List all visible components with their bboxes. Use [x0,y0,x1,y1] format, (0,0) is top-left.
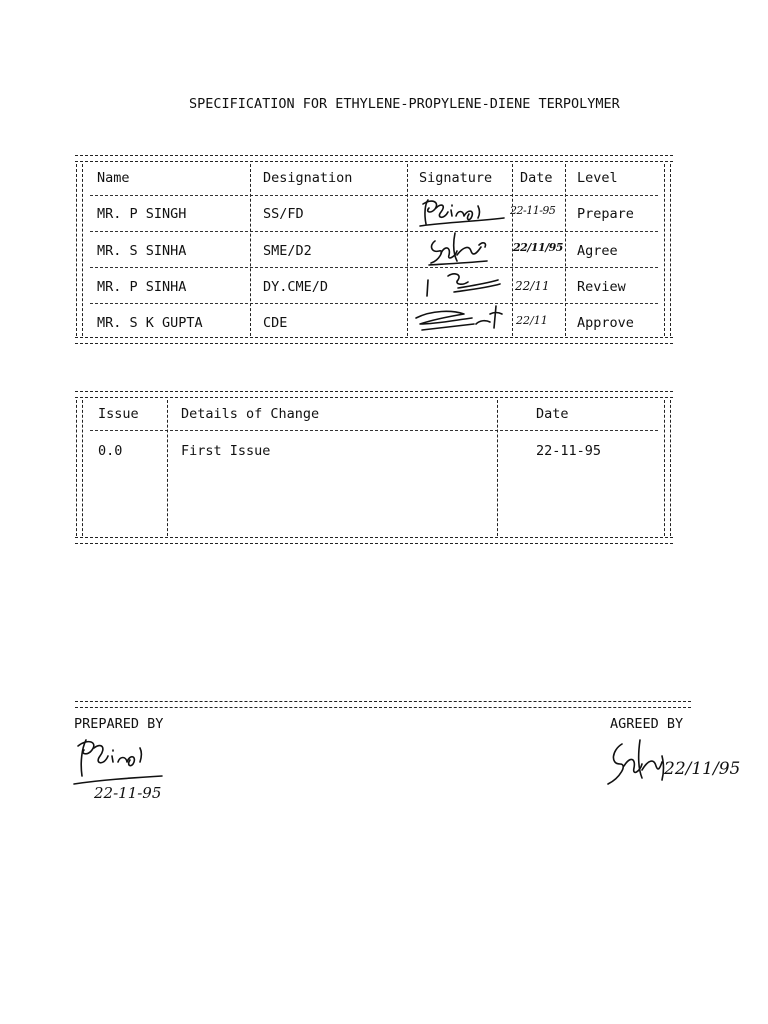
column-divider [407,164,408,336]
signature-prepared-by [70,734,180,804]
table-row-name: MR. S K GUPTA [97,315,203,331]
table-border-top [75,391,673,398]
table-row-date: 22-11-95 [536,443,602,459]
header-level: Level [577,170,618,186]
column-divider [76,164,77,336]
handwritten-date: 22/11 [515,279,550,293]
prepared-date: 22-11-95 [94,784,162,802]
signature-s-sinha [425,231,495,271]
row-divider [90,430,658,431]
table-border-bottom [75,537,673,544]
agreed-by-label: AGREED BY [610,716,684,732]
header-signature: Signature [419,170,493,186]
table-row-details: First Issue [181,443,271,459]
row-divider [90,231,658,232]
prepared-by-label: PREPARED BY [74,716,164,732]
table-row-level: Approve [577,315,634,331]
row-divider [90,267,658,268]
table-row-designation: SS/FD [263,206,304,222]
column-divider [565,164,566,336]
table-row-designation: DY.CME/D [263,279,329,295]
column-divider [76,400,77,536]
signature-p-singh [418,196,510,230]
column-divider [82,164,83,336]
row-divider [90,195,658,196]
column-divider [82,400,83,536]
document-title: SPECIFICATION FOR ETHYLENE-PROPYLENE-DIENE TERPOLYMER [189,96,620,112]
column-divider [250,164,251,336]
table-border-bottom [75,337,673,344]
table-row-issue: 0.0 [98,443,123,459]
row-divider [90,303,658,304]
table-row-name: MR. P SINHA [97,279,187,295]
table-row-designation: SME/D2 [263,243,312,259]
column-divider [664,164,665,336]
column-divider [670,164,671,336]
table-row-name: MR. S SINHA [97,243,187,259]
handwritten-date: 22/11/95 [513,241,563,254]
table-row-level: Agree [577,243,618,259]
header-designation: Designation [263,170,353,186]
column-divider [167,400,168,536]
footer-divider [75,701,691,708]
table-row-name: MR. P SINGH [97,206,187,222]
table-row-level: Prepare [577,206,634,222]
header-change-date: Date [536,406,569,422]
table-border-top [75,155,673,162]
table-row-designation: CDE [263,315,288,331]
agreed-date: 22/11/95 [664,759,741,779]
column-divider [497,400,498,536]
signature-s-k-gupta [412,302,512,336]
header-name: Name [97,170,130,186]
table-row-level: Review [577,279,626,295]
column-divider [670,400,671,536]
handwritten-date: 22/11 [516,314,548,327]
header-details: Details of Change [181,406,320,422]
handwritten-date: 22-11-95 [510,204,556,217]
column-divider [664,400,665,536]
signature-agreed-by [604,734,744,794]
header-issue: Issue [98,406,139,422]
header-date: Date [520,170,553,186]
signature-p-sinha [418,268,508,302]
